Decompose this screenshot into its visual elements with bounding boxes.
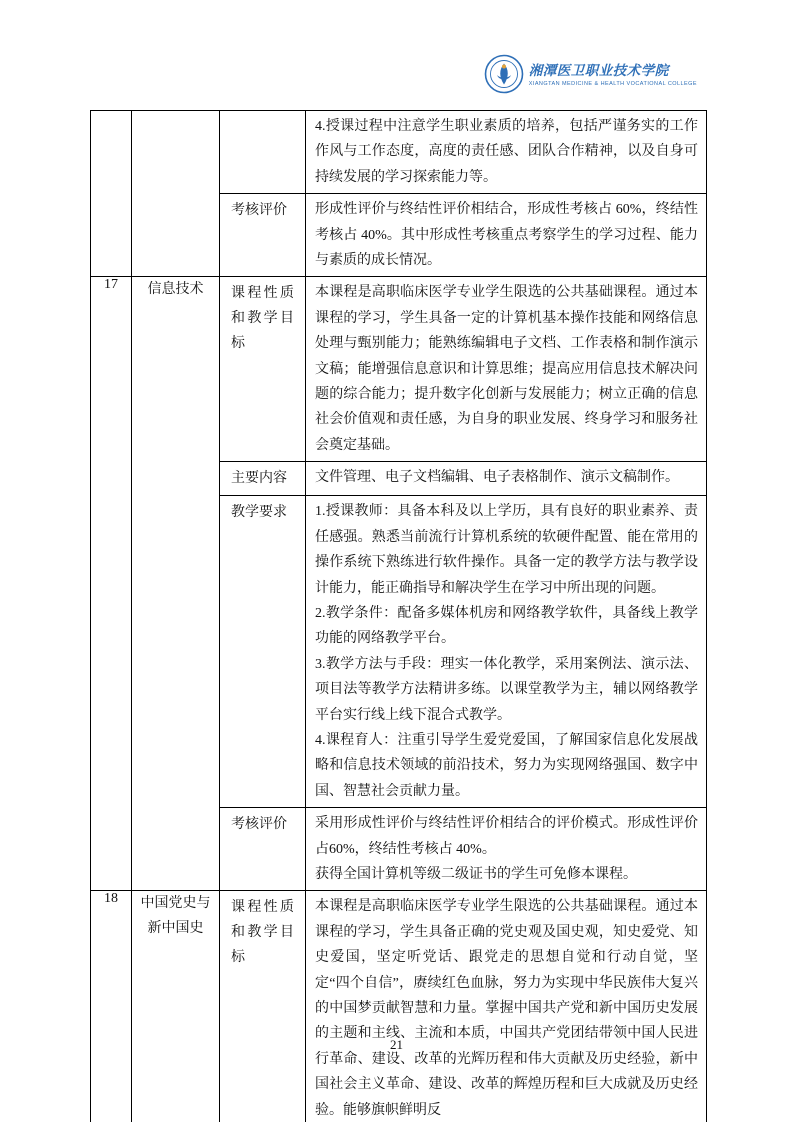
course-name-cell: 信息技术 xyxy=(132,277,220,891)
page-number: 21 xyxy=(390,1037,403,1052)
content-paragraph: 形成性评价与终结性评价相结合，形成性考核占 60%，终结性考核占 40%。其中形成性考核重点考察学生的学习过程、能力与素质的成长情况。 xyxy=(315,202,698,269)
table-row xyxy=(91,277,707,462)
section-content-cell xyxy=(306,194,707,277)
course-name-cell xyxy=(132,111,220,277)
college-emblem-icon xyxy=(484,54,524,94)
section-content-cell xyxy=(306,277,707,462)
content-paragraph: 文件管理、电子文档编辑、电子表格制作、演示文稿制作。 xyxy=(315,470,679,486)
page-header xyxy=(484,54,697,94)
section-content-cell xyxy=(306,808,707,891)
table-row xyxy=(91,891,707,1122)
college-name-english: XIANGTAN MEDICINE & HEALTH VOCATIONAL COLLEGE xyxy=(528,80,697,87)
course-table xyxy=(90,110,707,1122)
section-label-cell xyxy=(220,111,306,194)
content-paragraph: 本课程是高职临床医学专业学生限选的公共基础课程。通过本课程的学习，学生具备正确的党史观及国史观，知史爱党、知史爱国，坚定听党话、跟党走的思想自觉和行动自觉，坚定“四个自信”，赓续红色血脉，努力为实现中华民族伟大复兴的中国梦贡献智慧和力量。掌握中国共产党和新中国历史发展的主题和主线、主流和本质，中国共产党团结带领中国人民进行革命、建设、改革的光辉历程和伟大贡献及历史经验，新中国社会主义革命、建设、改革的辉煌历程和巨大成就及历史经验。能够旗帜鲜明反 xyxy=(315,899,698,1118)
table-row xyxy=(91,111,707,194)
section-label-cell: 考核评价 xyxy=(220,194,306,277)
content-paragraph: 2.教学条件：配备多媒体机房和网络教学软件，具备线上教学功能的网络教学平台。 xyxy=(315,605,698,647)
course-number-cell: 18 xyxy=(91,891,132,1122)
content-paragraph: 采用形成性评价与终结性评价相结合的评价模式。形成性评价占60%，终结性考核占 40%。 xyxy=(315,816,698,857)
section-content-cell xyxy=(306,111,707,194)
section-label-cell: 教学要求 xyxy=(220,496,306,808)
course-number-cell: 17 xyxy=(91,277,132,891)
section-label-cell: 课程性质和教学目标 xyxy=(220,891,306,1122)
section-label-cell: 考核评价 xyxy=(220,808,306,891)
section-content-cell xyxy=(306,496,707,808)
course-number-cell xyxy=(91,111,132,277)
content-paragraph: 1.授课教师：具备本科及以上学历，具有良好的职业素养、责任感强。熟悉当前流行计算机系统的软硬件配置、能在常用的操作系统下熟练进行软件操作。具备一定的教学方法与教学设计能力，能正确指导和解决学生在学习中所出现的问题。 xyxy=(315,504,698,596)
course-name-cell: 中国党史与新中国史 xyxy=(132,891,220,1122)
section-label-cell: 主要内容 xyxy=(220,462,306,496)
section-content-cell xyxy=(306,462,707,496)
content-paragraph: 本课程是高职临床医学专业学生限选的公共基础课程。通过本课程的学习，学生具备一定的计算机基本操作技能和网络信息处理与甄别能力；能熟练编辑电子文档、工作表格和制作演示文稿；能增强信息意识和计算思维；提高应用信息技术解决问题的综合能力；提升数字化创新与发展能力；树立正确的信息社会价值观和责任感，为自身的职业发展、终身学习和服务社会奠定基础。 xyxy=(315,285,698,453)
content-paragraph: 3.教学方法与手段：理实一体化教学，采用案例法、演示法、项目法等教学方法精讲多练。以课堂教学为主，辅以网络教学平台实行线上线下混合式教学。 xyxy=(315,656,698,723)
section-label-cell: 课程性质和教学目标 xyxy=(220,277,306,462)
logo-text-block xyxy=(529,62,697,87)
content-paragraph: 获得全国计算机等级二级证书的学生可免修本课程。 xyxy=(315,866,637,882)
content-paragraph: 4.课程育人：注重引导学生爱党爱国，了解国家信息化发展战略和信息技术领域的前沿技术，努力为实现网络强国、数字中国、智慧社会贡献力量。 xyxy=(315,732,698,799)
college-name: 湘潭医卫职业技术学院 xyxy=(528,62,669,78)
section-content-cell xyxy=(306,891,707,1122)
content-paragraph: 4.授课过程中注意学生职业素质的培养，包括严谨务实的工作作风与工作态度，高度的责任感、团队合作精神，以及自身可持续发展的学习探索能力等。 xyxy=(315,119,698,185)
